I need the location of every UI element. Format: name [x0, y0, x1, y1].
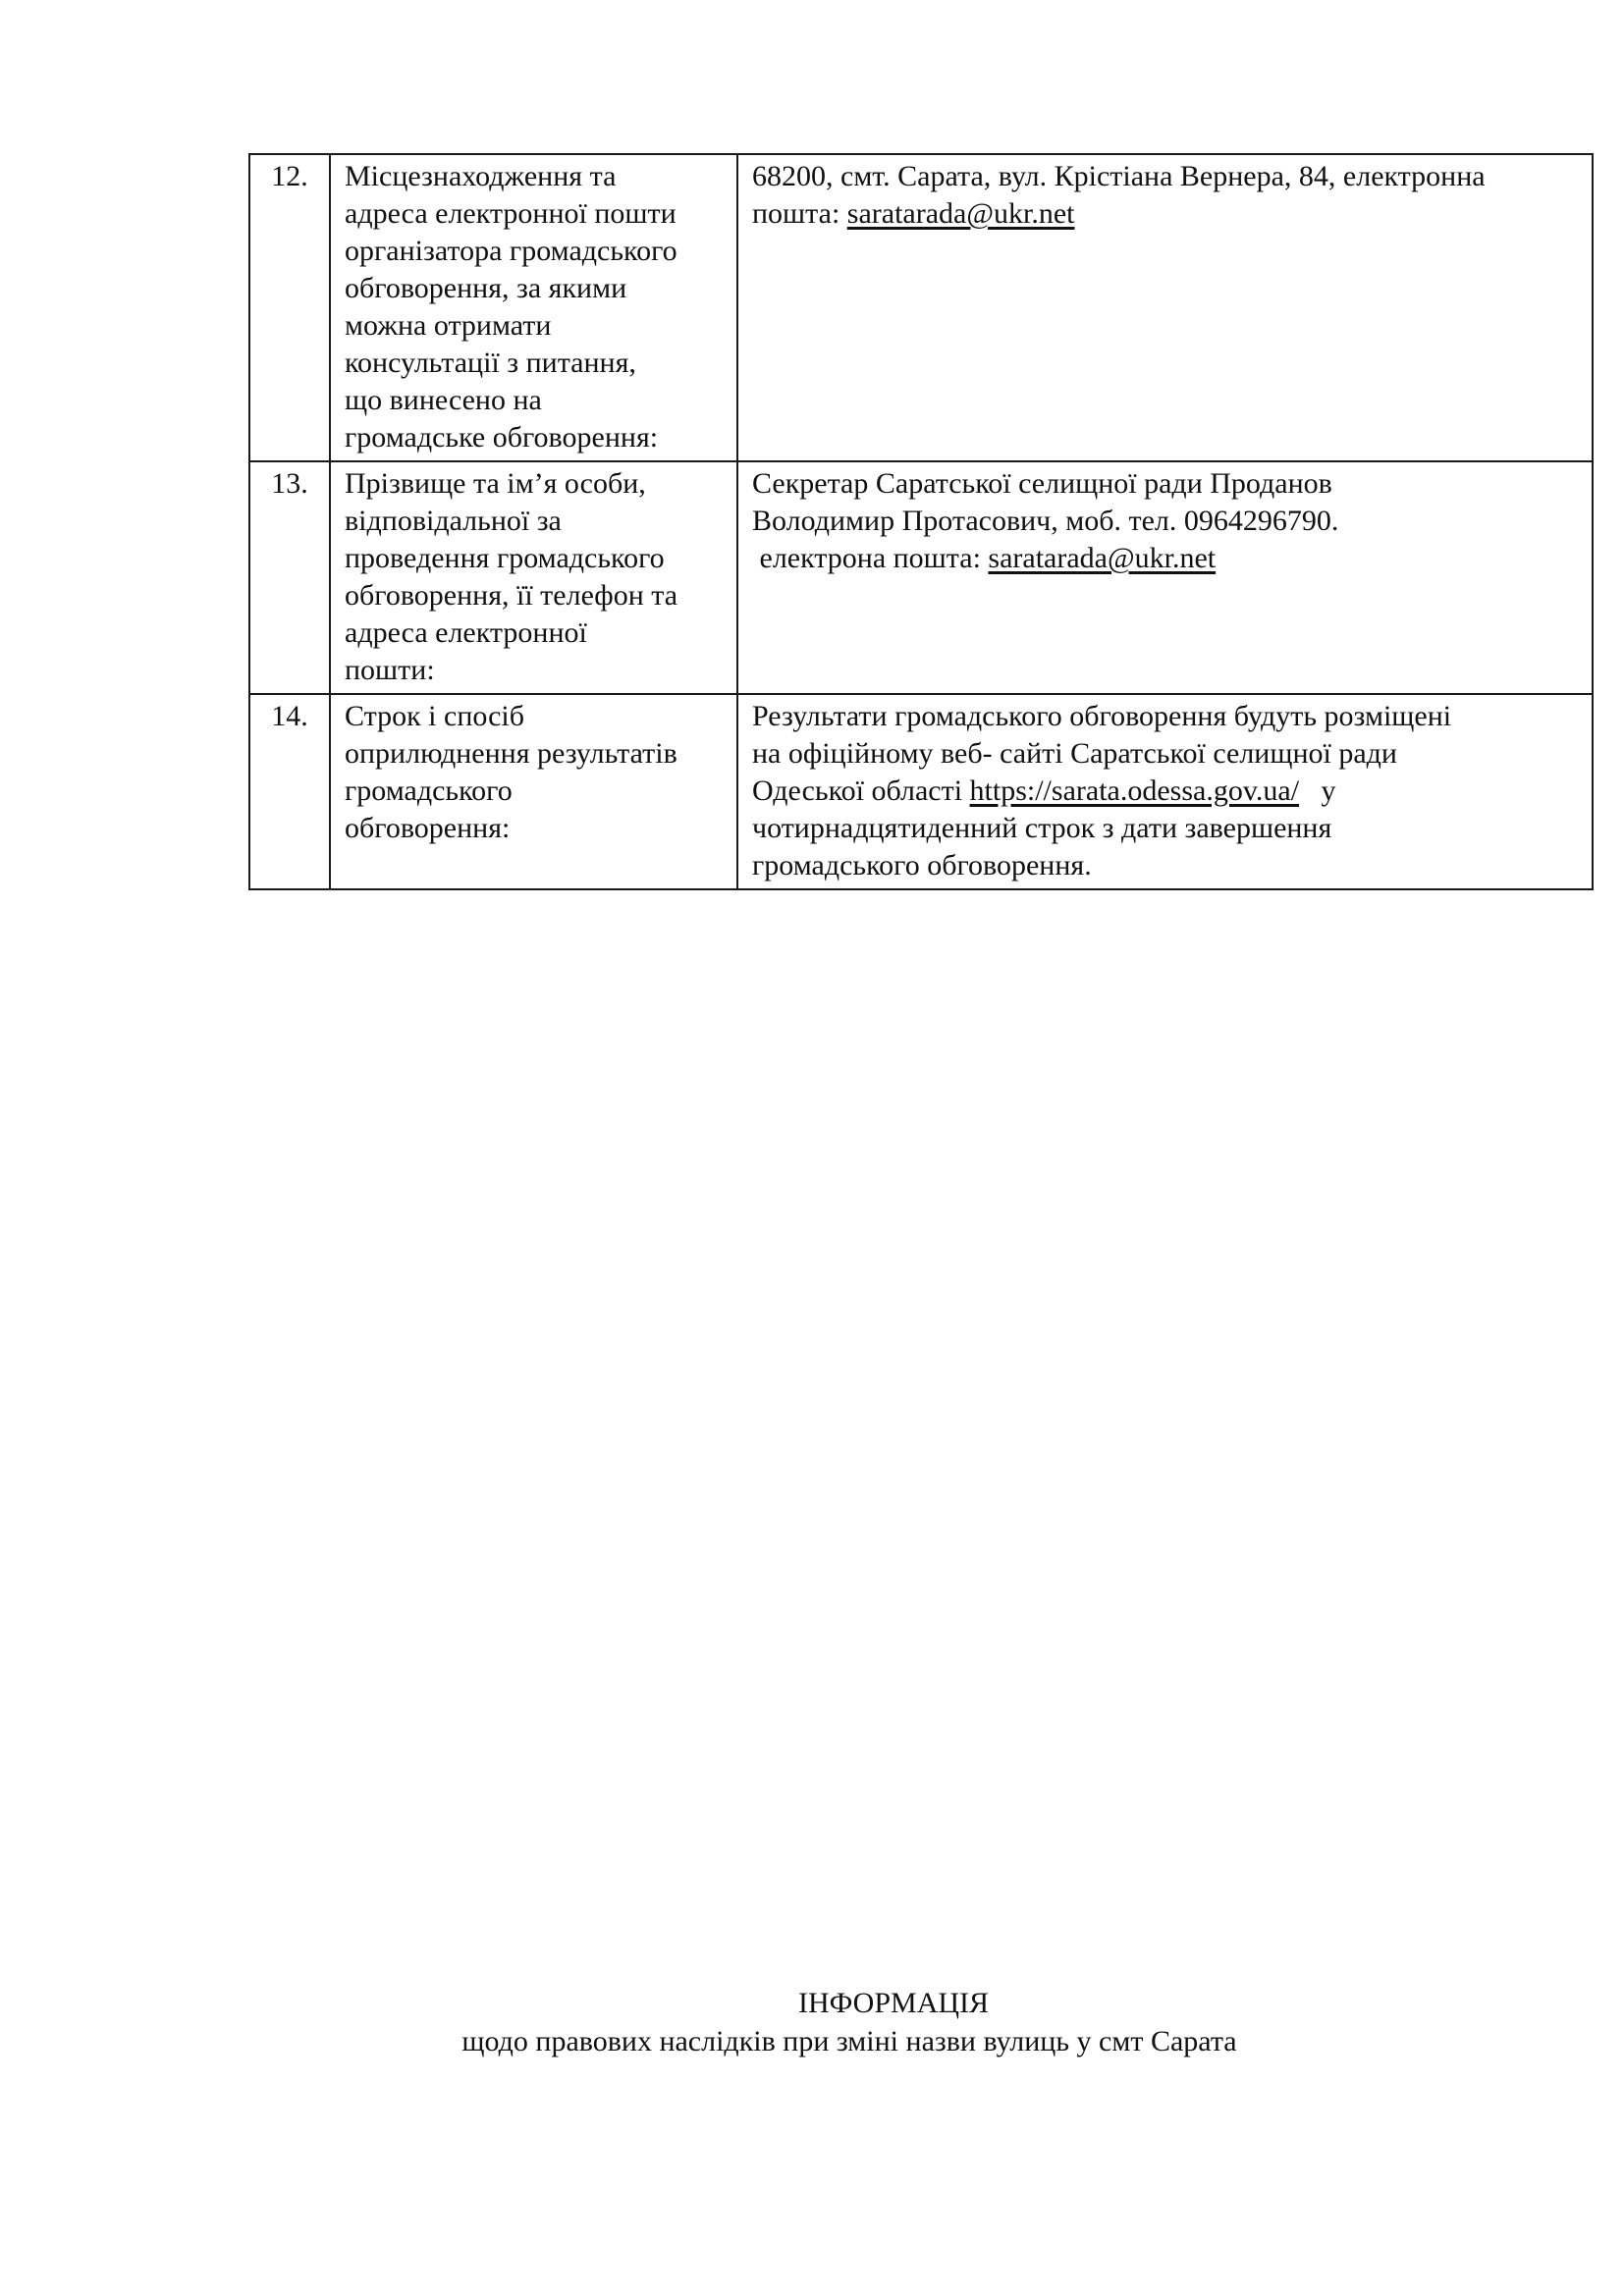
- label-line: консультації з питання,: [345, 347, 636, 379]
- label-line: організатора громадського: [345, 235, 677, 267]
- label-line: проведення громадського: [345, 542, 665, 574]
- label-line: Строк і спосіб: [345, 700, 525, 732]
- row-value: [737, 154, 1593, 461]
- table-row: [249, 154, 1593, 461]
- row-label: [330, 461, 737, 694]
- email-prefix: електрона пошта:: [752, 542, 989, 574]
- info-subtitle: щодо правових наслідків при зміні назви вулиць у смт Сарата: [461, 2025, 1237, 2057]
- label-line: громадського: [345, 774, 513, 807]
- label-line: обговорення, її телефон та: [345, 579, 678, 612]
- label-line: обговорення, за якими: [345, 272, 627, 304]
- label-line: можна отримати: [345, 309, 552, 342]
- label-line: Місцезнаходження та: [345, 160, 617, 192]
- label-line: обговорення:: [345, 812, 511, 844]
- website-suffix: у: [1299, 774, 1336, 807]
- results-line: Результати громадського обговорення будуть розміщені: [752, 700, 1452, 732]
- website-link[interactable]: https://sarata.odessa.gov.ua/: [969, 774, 1300, 807]
- row-number: 13.: [249, 461, 330, 694]
- label-line: адреса електронної: [345, 616, 587, 649]
- label-line: пошти:: [345, 654, 435, 686]
- label-line: відповідальної за: [345, 505, 562, 537]
- row-label: [330, 154, 737, 461]
- email-line: [752, 540, 1584, 577]
- info-section: [0, 1984, 1624, 2060]
- label-line: громадське обговорення:: [345, 421, 659, 454]
- secretary-line: Секретар Саратської селищної ради Проданов: [752, 467, 1332, 500]
- label-line: що винесено на: [345, 384, 542, 416]
- label-line: Прізвище та ім’я особи,: [345, 467, 646, 500]
- address-line: 68200, смт. Сарата, вул. Крістіана Вернера, 84, електронна: [752, 160, 1486, 192]
- results-line: чотирнадцятиденний строк з дати завершення: [752, 812, 1332, 844]
- info-title: ІНФОРМАЦІЯ: [797, 1987, 990, 2019]
- label-line: оприлюднення результатів: [345, 737, 677, 770]
- email-link[interactable]: saratarada@ukr.net: [846, 197, 1075, 230]
- table-row: [249, 461, 1593, 694]
- email-prefix: пошта:: [752, 197, 847, 230]
- label-line: адреса електронної пошти: [345, 197, 677, 230]
- table-row: [249, 694, 1593, 889]
- row-number: 12.: [249, 154, 330, 461]
- row-value: [737, 461, 1593, 694]
- website-line: [752, 773, 1584, 810]
- row-label: [330, 694, 737, 889]
- email-link[interactable]: saratarada@ukr.net: [988, 542, 1217, 574]
- results-line: на офіційному веб- сайті Саратської селищної ради: [752, 737, 1397, 770]
- results-line: громадського обговорення.: [752, 849, 1092, 881]
- website-prefix: Одеської області: [752, 774, 970, 807]
- phone-line: Володимир Протасович, моб. тел. 0964296790.: [752, 505, 1339, 537]
- row-value: [737, 694, 1593, 889]
- consultation-info-table: [248, 153, 1594, 890]
- row-number: 14.: [249, 694, 330, 889]
- email-line: [752, 195, 1584, 233]
